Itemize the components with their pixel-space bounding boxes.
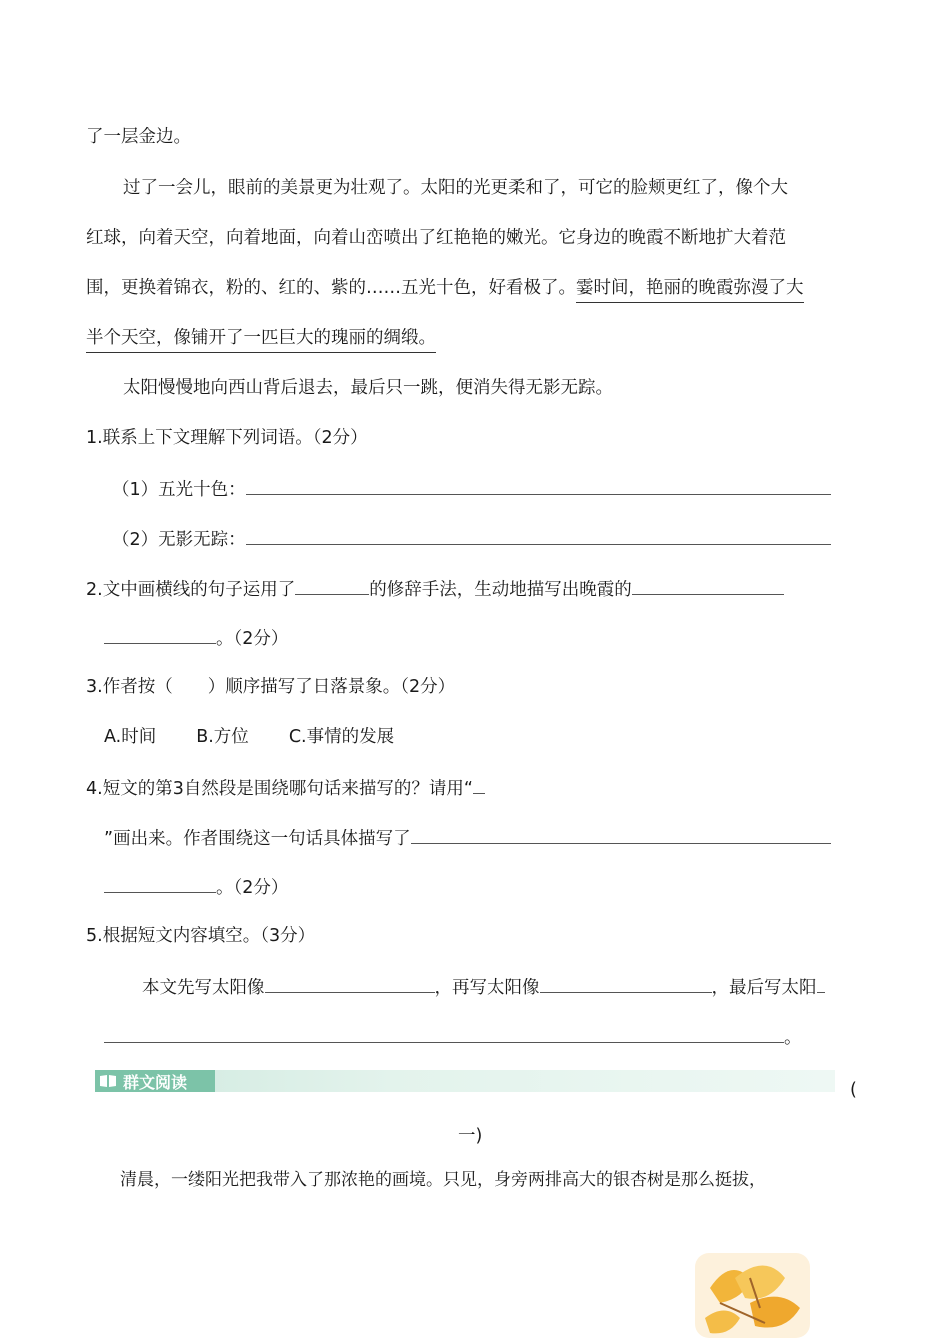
question-5-text: ，再写太阳像 [434,978,540,998]
question-3-stem: 3.作者按（ ）顺序描写了日落景象。（2分） [86,677,456,697]
underlined-sentence: 半个天空，像铺开了一匹巨大的瑰丽的绸缎。 [86,328,436,353]
section-subtitle: 一) [458,1126,483,1146]
question-4-end: 。（2分） [216,878,289,898]
question-1b-label: （2）无影无踪： [112,530,246,550]
question-1b [112,526,831,552]
passage-text: 围，更换着锦衣，粉的、红的、紫的……五光十色，好看极了。 [86,278,576,298]
question-2-text: 2.文中画横线的句子运用了 [86,580,296,600]
question-5-text: 本文先写太阳像 [142,978,265,998]
question-4-cont [104,874,288,900]
answer-blank[interactable] [540,974,712,993]
answer-blank[interactable] [265,974,435,993]
section-title: 群文阅读 [123,1072,188,1092]
passage-line: 过了一会儿，眼前的美景更为壮观了。太阳的光更柔和了，可它的脸颊更红了，像个大 [123,178,788,198]
question-2-cont [104,625,288,651]
option-c[interactable]: C.事情的发展 [288,727,395,747]
question-5-stem: 5.根据短文内容填空。（3分） [86,926,316,946]
question-4-text: 4.短文的第3自然段是围绕哪句话来描写的？请用“ [86,779,473,799]
answer-blank[interactable] [295,576,369,595]
question-2-end: 。（2分） [216,629,289,649]
question-5-text: ，最后写太阳 [711,978,817,998]
answer-blank[interactable] [411,825,831,844]
question-4 [86,775,485,801]
passage-line: 太阳慢慢地向西山背后退去，最后只一跳，便消失得无影无踪。 [123,378,613,398]
question-4-cont [104,825,831,851]
option-a[interactable]: A.时间 [104,727,157,747]
answer-blank[interactable] [246,476,831,495]
question-1a-label: （1）五光十色： [112,480,246,500]
question-5-fill [142,974,825,1000]
ginkgo-leaf-illustration [690,1248,815,1338]
question-2 [86,576,784,602]
answer-blank[interactable] [104,1024,784,1043]
section-paren: ( [850,1080,857,1100]
underline-mark [473,775,485,794]
passage-line [86,326,436,350]
question-1a [112,476,831,502]
question-4-text: ”画出来。作者围绕这一句话具体描写了 [104,829,411,849]
reading-first-line: 清晨，一缕阳光把我带入了那浓艳的画境。只见，身旁两排高大的银杏树是那么挺拔， [120,1170,766,1190]
answer-blank[interactable] [104,625,216,644]
question-2-text: 的修辞手法，生动地描写出晚霞的 [369,580,632,600]
passage-line: 了一层金边。 [86,127,191,147]
question-5-cont [104,1024,802,1050]
answer-blank[interactable] [104,874,216,893]
book-icon [99,1074,117,1088]
answer-blank[interactable] [632,576,784,595]
answer-blank[interactable] [246,526,831,545]
option-b[interactable]: B.方位 [196,727,249,747]
section-banner [95,1070,835,1092]
question-5-end: 。 [784,1028,802,1048]
question-3-options [104,725,394,749]
section-tag [95,1070,215,1092]
question-1-stem: 1.联系上下文理解下列词语。（2分） [86,428,368,448]
answer-blank[interactable] [817,974,825,993]
underlined-sentence: 霎时间，艳丽的晚霞弥漫了大 [576,278,804,303]
passage-line: 红球，向着天空，向着地面，向着山峦喷出了红艳艳的嫩光。它身边的晚霞不断地扩大着范 [86,228,786,248]
passage-line [86,276,804,300]
